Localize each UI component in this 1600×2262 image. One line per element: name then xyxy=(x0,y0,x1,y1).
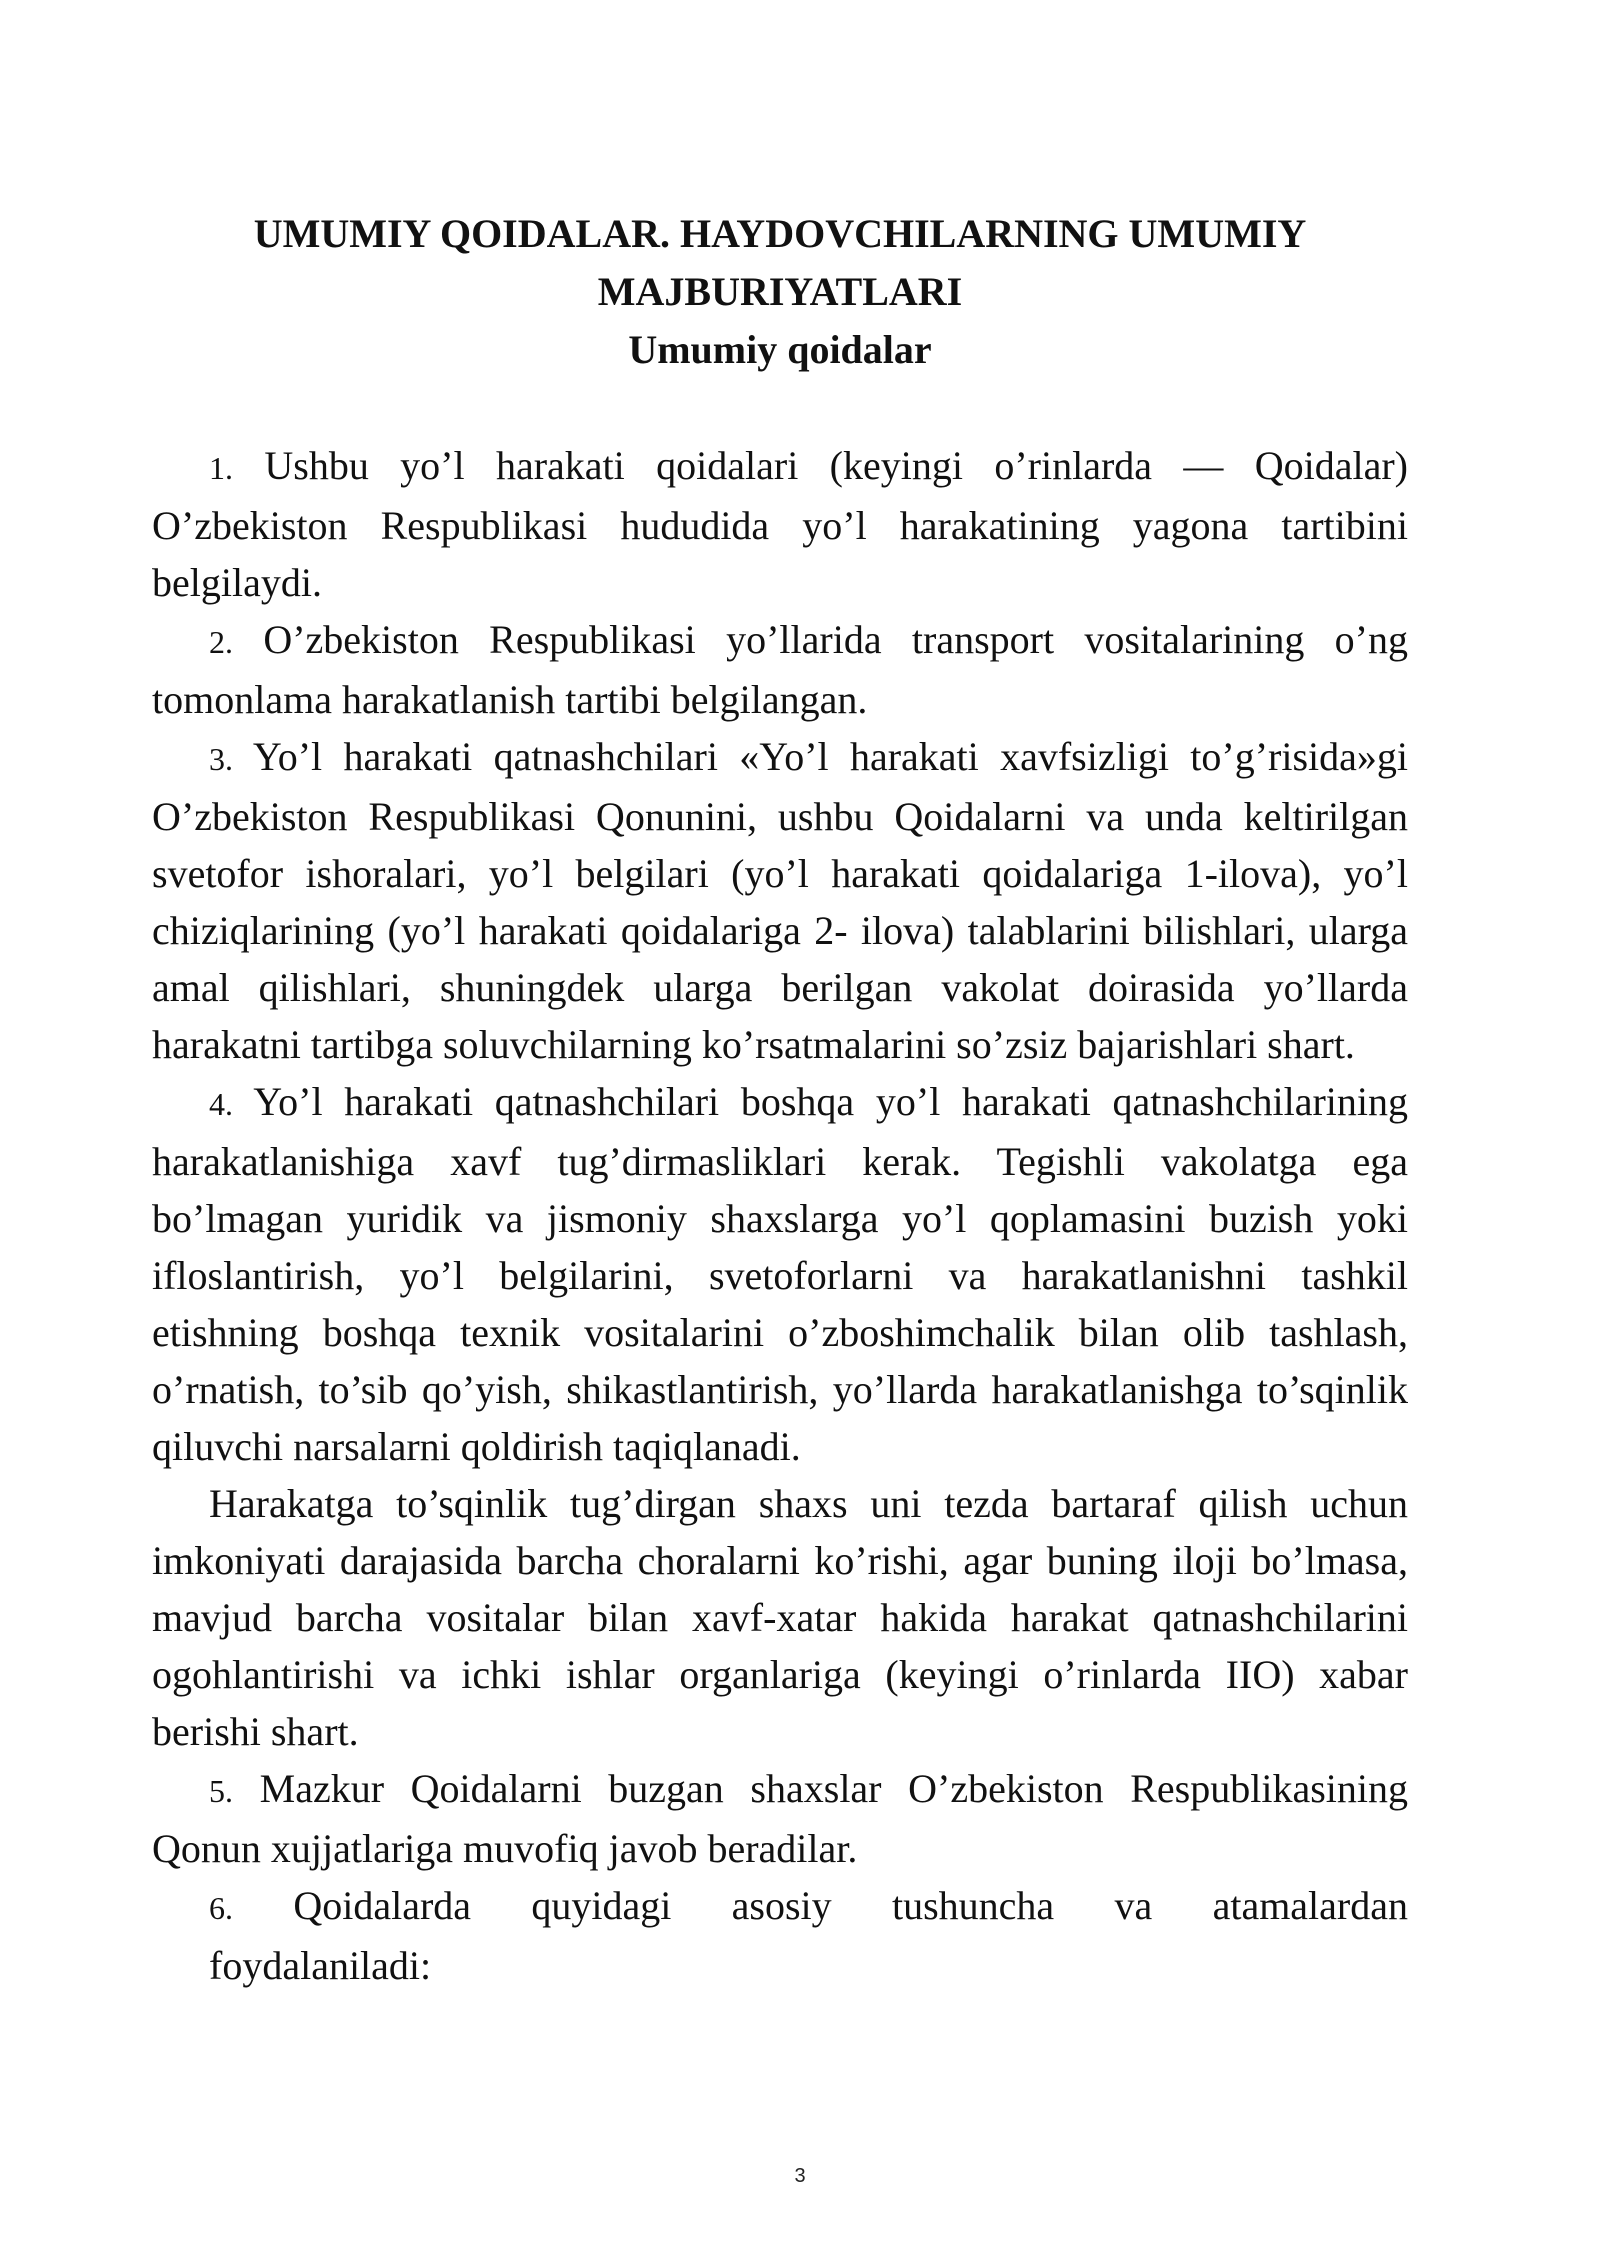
paragraph-4-continued xyxy=(152,1475,1408,1760)
paragraph-3 xyxy=(152,728,1408,1073)
heading-spacer xyxy=(152,379,1408,437)
paragraph-number: 2. xyxy=(209,624,233,660)
paragraph-text: O’zbekiston Respublikasi yo’llarida transport vositalarining o’ng tomonlama harakatlanish tartibi belgilangan. xyxy=(152,617,1408,722)
paragraph-text: foydalaniladi: xyxy=(209,1943,432,1988)
paragraph-number: 4. xyxy=(209,1086,233,1122)
paragraph-text: Harakatga to’sqinlik tug’dirgan shaxs uni tezda bartaraf qilish uchun imkoniyati darajasida barcha choralarni ko’rishi, agar buning iloji bo’lmasa, mavjud barcha vositalar bilan xavf-xatar hakida harakat qatnashchilarini ogohlantirishi va ichki ishlar organlariga (keyingi o’rinlarda IIO) xabar berishi shart. xyxy=(152,1481,1408,1754)
paragraph-number: 5. xyxy=(209,1773,233,1809)
document-body xyxy=(152,437,1408,1994)
paragraph-6 xyxy=(209,1877,1408,1937)
paragraph-5 xyxy=(152,1760,1408,1877)
section-subtitle: Umumiy qoidalar xyxy=(628,327,932,372)
paragraph-4 xyxy=(152,1073,1408,1475)
paragraph-number: 3. xyxy=(209,741,233,777)
paragraph-1 xyxy=(152,437,1408,611)
paragraph-text: Qoidalarda quyidagi asosiy tushuncha va atamalardan xyxy=(293,1883,1409,1928)
paragraph-text: Yo’l harakati qatnashchilari «Yo’l harakati xavfsizligi to’g’risida»gi O’zbekiston Respublikasi Qonunini, ushbu Qoidalarni va unda keltirilgan svetofor ishoralari, yo’l belgilari (yo’l harakati qoidalariga 1-ilova), yo’l chiziqlarining (yo’l harakati qoidalariga 2- ilova) talablarini bilishlari, ularga amal qilishlari, shuningdek ularga berilgan vakolat doirasida yo’llarda harakatni tartibga soluvchilarning ko’rsatmalarini so’zsiz bajarishlari shart. xyxy=(152,734,1408,1067)
paragraph-text: Mazkur Qoidalarni buzgan shaxslar O’zbekiston Respublikasining Qonun xujjatlariga muvofiq javob beradilar. xyxy=(152,1766,1409,1871)
heading-line-2: MAJBURIYATLARI xyxy=(597,269,963,314)
paragraph-6-tail xyxy=(209,1937,1408,1994)
paragraph-2 xyxy=(152,611,1408,728)
document-page xyxy=(152,205,1408,1994)
page-number: 3 xyxy=(794,2165,806,2187)
paragraph-text: Ushbu yo’l harakati qoidalari (keyingi o’rinlarda — Qoidalar) O’zbekiston Respublikasi hududida yo’l harakatining yagona tartibini belgilaydi. xyxy=(152,443,1408,605)
paragraph-number: 6. xyxy=(209,1890,233,1926)
paragraph-text: Yo’l harakati qatnashchilari boshqa yo’l harakati qatnashchilarining harakatlanishiga xavf tug’dirmasliklari kerak. Tegishli vakolatga ega bo’lmagan yuridik va jismoniy shaxslarga yo’l qoplamasini buzish yoki ifloslantirish, yo’l belgilarini, svetoforlarni va harakatlanishni tashkil etishning boshqa texnik vositalarini o’zboshimchalik bilan olib tashlash, o’rnatish, to’sib qo’yish, shikastlantirish, yo’llarda harakatlanishga to’sqinlik qiluvchi narsalarni qoldirish taqiqlanadi. xyxy=(152,1079,1409,1469)
paragraph-number: 1. xyxy=(209,450,233,486)
heading-line-1: UMUMIY QOIDALAR. HAYDOVCHILARNING UMUMIY xyxy=(253,211,1307,256)
document-heading xyxy=(152,205,1408,379)
